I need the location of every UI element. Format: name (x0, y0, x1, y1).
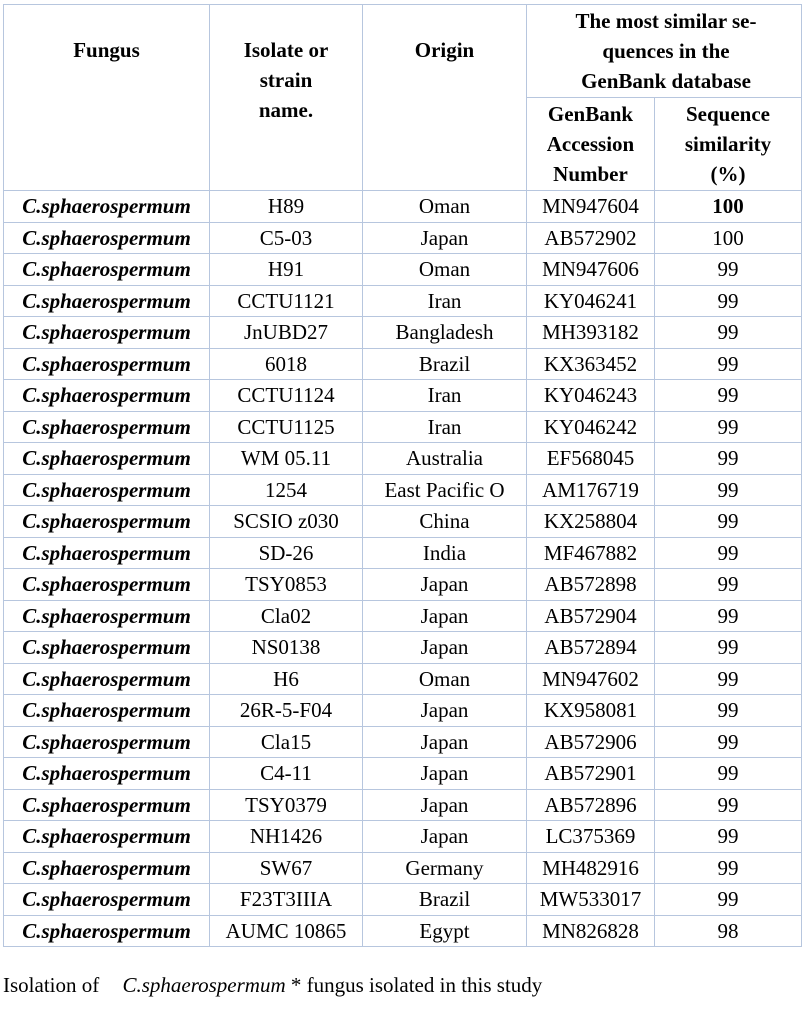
table-row (4, 537, 802, 569)
cell-similarity: 99 (655, 821, 802, 853)
table-row (4, 474, 802, 506)
cell-accession: MN947602 (527, 663, 655, 695)
cell-fungus: C.sphaerospermum (4, 537, 210, 569)
table-row (4, 411, 802, 443)
table-row (4, 852, 802, 884)
cell-fungus: C.sphaerospermum (4, 569, 210, 601)
cell-origin: Japan (363, 600, 527, 632)
table-caption (3, 971, 542, 999)
cell-accession: MN947604 (527, 191, 655, 223)
cell-fungus: C.sphaerospermum (4, 317, 210, 349)
table-row (4, 789, 802, 821)
cell-isolate: AUMC 10865 (210, 915, 363, 947)
cell-similarity: 99 (655, 285, 802, 317)
cell-isolate: SW67 (210, 852, 363, 884)
cell-fungus: C.sphaerospermum (4, 915, 210, 947)
cell-fungus: C.sphaerospermum (4, 789, 210, 821)
cell-fungus: C.sphaerospermum (4, 600, 210, 632)
table-row (4, 285, 802, 317)
cell-origin: Germany (363, 852, 527, 884)
cell-origin: Egypt (363, 915, 527, 947)
cell-fungus: C.sphaerospermum (4, 884, 210, 916)
cell-fungus: C.sphaerospermum (4, 443, 210, 475)
table-row (4, 191, 802, 223)
cell-fungus: C.sphaerospermum (4, 348, 210, 380)
cell-accession: MW533017 (527, 884, 655, 916)
cell-origin: Japan (363, 758, 527, 790)
header-genbank-group: The most similar se-quences in the GenBank database (527, 5, 802, 98)
cell-similarity: 99 (655, 254, 802, 286)
cell-isolate: SCSIO z030 (210, 506, 363, 538)
cell-similarity: 99 (655, 726, 802, 758)
caption-prefix: Isolation of (3, 973, 100, 997)
cell-accession: AB572894 (527, 632, 655, 664)
cell-accession: KY046241 (527, 285, 655, 317)
cell-accession: AB572901 (527, 758, 655, 790)
table-row (4, 915, 802, 947)
cell-isolate: CCTU1125 (210, 411, 363, 443)
cell-origin: Brazil (363, 884, 527, 916)
cell-accession: KX258804 (527, 506, 655, 538)
table-row (4, 254, 802, 286)
cell-similarity: 99 (655, 317, 802, 349)
cell-accession: MN826828 (527, 915, 655, 947)
cell-similarity: 100 (655, 191, 802, 223)
cell-isolate: WM 05.11 (210, 443, 363, 475)
cell-origin: Japan (363, 632, 527, 664)
cell-similarity: 99 (655, 348, 802, 380)
cell-isolate: C4-11 (210, 758, 363, 790)
cell-accession: EF568045 (527, 443, 655, 475)
table-row (4, 758, 802, 790)
table-row (4, 663, 802, 695)
table-row (4, 884, 802, 916)
cell-isolate: Cla02 (210, 600, 363, 632)
results-table (3, 4, 802, 947)
cell-accession: AM176719 (527, 474, 655, 506)
cell-fungus: C.sphaerospermum (4, 222, 210, 254)
cell-fungus: C.sphaerospermum (4, 380, 210, 412)
cell-isolate: 1254 (210, 474, 363, 506)
cell-origin: India (363, 537, 527, 569)
cell-isolate: CCTU1121 (210, 285, 363, 317)
cell-fungus: C.sphaerospermum (4, 254, 210, 286)
cell-accession: KX958081 (527, 695, 655, 727)
cell-isolate: H89 (210, 191, 363, 223)
table-row (4, 600, 802, 632)
cell-similarity: 98 (655, 915, 802, 947)
cell-similarity: 99 (655, 632, 802, 664)
cell-accession: MH393182 (527, 317, 655, 349)
cell-isolate: TSY0853 (210, 569, 363, 601)
cell-accession: LC375369 (527, 821, 655, 853)
cell-similarity: 99 (655, 600, 802, 632)
cell-accession: MH482916 (527, 852, 655, 884)
header-origin: Origin (363, 5, 527, 191)
cell-isolate: TSY0379 (210, 789, 363, 821)
table-row (4, 443, 802, 475)
cell-fungus: C.sphaerospermum (4, 411, 210, 443)
cell-origin: Iran (363, 411, 527, 443)
cell-fungus: C.sphaerospermum (4, 663, 210, 695)
cell-accession: AB572904 (527, 600, 655, 632)
header-accession: GenBank Accession Number (527, 98, 655, 191)
cell-origin: Japan (363, 789, 527, 821)
cell-isolate: SD-26 (210, 537, 363, 569)
table-row (4, 695, 802, 727)
table-row (4, 569, 802, 601)
cell-accession: MN947606 (527, 254, 655, 286)
cell-origin: Japan (363, 695, 527, 727)
cell-accession: KY046242 (527, 411, 655, 443)
table-row (4, 726, 802, 758)
cell-isolate: Cla15 (210, 726, 363, 758)
cell-similarity: 99 (655, 474, 802, 506)
cell-accession: AB572898 (527, 569, 655, 601)
cell-similarity: 99 (655, 789, 802, 821)
cell-fungus: C.sphaerospermum (4, 821, 210, 853)
cell-accession: KY046243 (527, 380, 655, 412)
cell-accession: AB572896 (527, 789, 655, 821)
cell-origin: East Pacific O (363, 474, 527, 506)
cell-isolate: 6018 (210, 348, 363, 380)
caption-species: C.sphaerospermum (122, 973, 286, 997)
header-similarity: Sequence similarity (%) (655, 98, 802, 191)
cell-fungus: C.sphaerospermum (4, 758, 210, 790)
cell-fungus: C.sphaerospermum (4, 285, 210, 317)
cell-isolate: H6 (210, 663, 363, 695)
table-row (4, 348, 802, 380)
cell-similarity: 99 (655, 411, 802, 443)
cell-origin: Oman (363, 663, 527, 695)
cell-isolate: NS0138 (210, 632, 363, 664)
table-row (4, 380, 802, 412)
cell-similarity: 99 (655, 695, 802, 727)
cell-origin: China (363, 506, 527, 538)
cell-similarity: 99 (655, 537, 802, 569)
cell-similarity: 99 (655, 506, 802, 538)
table-row (4, 632, 802, 664)
cell-accession: AB572902 (527, 222, 655, 254)
cell-origin: Iran (363, 380, 527, 412)
table-row (4, 506, 802, 538)
cell-accession: MF467882 (527, 537, 655, 569)
cell-origin: Bangladesh (363, 317, 527, 349)
cell-origin: Japan (363, 726, 527, 758)
cell-similarity: 99 (655, 663, 802, 695)
table-row (4, 317, 802, 349)
cell-isolate: CCTU1124 (210, 380, 363, 412)
cell-isolate: NH1426 (210, 821, 363, 853)
cell-fungus: C.sphaerospermum (4, 695, 210, 727)
cell-origin: Oman (363, 254, 527, 286)
cell-similarity: 99 (655, 443, 802, 475)
caption-suffix: * fungus isolated in this study (290, 973, 543, 997)
cell-isolate: JnUBD27 (210, 317, 363, 349)
cell-similarity: 99 (655, 758, 802, 790)
cell-accession: AB572906 (527, 726, 655, 758)
table-body (4, 191, 802, 947)
cell-origin: Iran (363, 285, 527, 317)
header-fungus: Fungus (4, 5, 210, 191)
cell-fungus: C.sphaerospermum (4, 474, 210, 506)
cell-origin: Australia (363, 443, 527, 475)
cell-similarity: 99 (655, 884, 802, 916)
cell-origin: Oman (363, 191, 527, 223)
cell-origin: Japan (363, 821, 527, 853)
table-row (4, 821, 802, 853)
cell-fungus: C.sphaerospermum (4, 632, 210, 664)
cell-origin: Japan (363, 222, 527, 254)
table-row (4, 222, 802, 254)
cell-origin: Brazil (363, 348, 527, 380)
cell-similarity: 99 (655, 852, 802, 884)
cell-similarity: 99 (655, 380, 802, 412)
cell-fungus: C.sphaerospermum (4, 852, 210, 884)
cell-fungus: C.sphaerospermum (4, 726, 210, 758)
cell-similarity: 100 (655, 222, 802, 254)
cell-fungus: C.sphaerospermum (4, 191, 210, 223)
cell-similarity: 99 (655, 569, 802, 601)
cell-origin: Japan (363, 569, 527, 601)
cell-isolate: F23T3IIIA (210, 884, 363, 916)
header-isolate: Isolate or strain name. (210, 5, 363, 191)
cell-isolate: C5-03 (210, 222, 363, 254)
cell-fungus: C.sphaerospermum (4, 506, 210, 538)
cell-isolate: H91 (210, 254, 363, 286)
cell-isolate: 26R-5-F04 (210, 695, 363, 727)
cell-accession: KX363452 (527, 348, 655, 380)
